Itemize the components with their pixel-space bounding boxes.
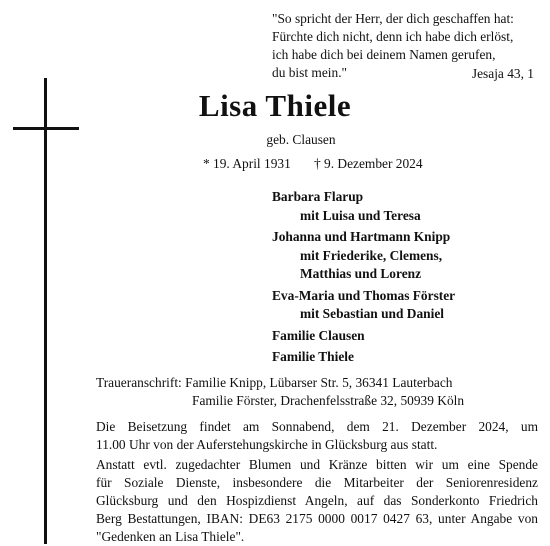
quote-line: Fürchte dich nicht, denn ich habe dich erlöst,: [272, 29, 514, 44]
deceased-name: Lisa Thiele: [198, 88, 352, 123]
funeral-notice: [96, 418, 538, 454]
donation-line: Anstatt evtl. zugedachter Blumen und Kränze bitten wir um eine Spende: [96, 457, 538, 472]
mourner-name: Barbara Flarup: [272, 189, 364, 204]
death-date: † 9. Dezember 2024: [314, 156, 423, 171]
funeral-line: 11.00 Uhr von der Auferstehungskirche in Glücksburg aus statt.: [96, 437, 438, 452]
cross-horizontal-bar: [13, 127, 79, 130]
donation-line: für Soziale Dienste, insbesondere die Mitarbeiter der Seniorenresidenz: [96, 475, 538, 490]
donation-line: Berg Bestattungen, IBAN: DE63 2175 0000 0017 0427 63, unter Angabe von: [96, 511, 538, 526]
mourner-name: Matthias und Lorenz: [300, 266, 422, 281]
mourner-name: mit Sebastian und Daniel: [300, 306, 444, 321]
funeral-line: Die Beisetzung findet am Sonnabend, dem 21. Dezember 2024, um: [96, 419, 538, 434]
quote-line: ich habe dich bei deinem Namen gerufen,: [272, 47, 496, 62]
mourner-name: Eva-Maria und Thomas Förster: [272, 287, 456, 303]
quote-source: Jesaja 43, 1: [471, 66, 534, 81]
mourner-name: mit Luisa und Teresa: [300, 207, 421, 223]
mourner-name: Familie Thiele: [272, 349, 354, 364]
birth-name: geb. Clausen: [266, 132, 336, 147]
address-line: Traueranschrift: Familie Knipp, Lübarser Str. 5, 36341 Lauterbach: [96, 375, 453, 390]
donation-notice: [96, 456, 538, 546]
donation-line: Glücksburg und den Hospizdienst Angeln, auf das Sonderkonto Friedrich: [96, 493, 538, 508]
birth-date: * 19. April 1931: [203, 156, 291, 171]
mourner-name: mit Friederike, Clemens,: [300, 247, 443, 263]
quote-line: du bist mein.": [272, 65, 348, 80]
mourners-list: [272, 188, 455, 367]
mourner-name: Familie Clausen: [272, 327, 365, 343]
quote-line: "So spricht der Herr, der dich geschaffen hat:: [272, 11, 514, 26]
address-line: Familie Förster, Drachenfelsstraße 32, 50939 Köln: [192, 393, 465, 408]
mourning-address: [96, 374, 464, 410]
donation-line: "Gedenken an Lisa Thiele".: [96, 529, 245, 544]
mourner-name: Johanna und Hartmann Knipp: [272, 229, 451, 244]
